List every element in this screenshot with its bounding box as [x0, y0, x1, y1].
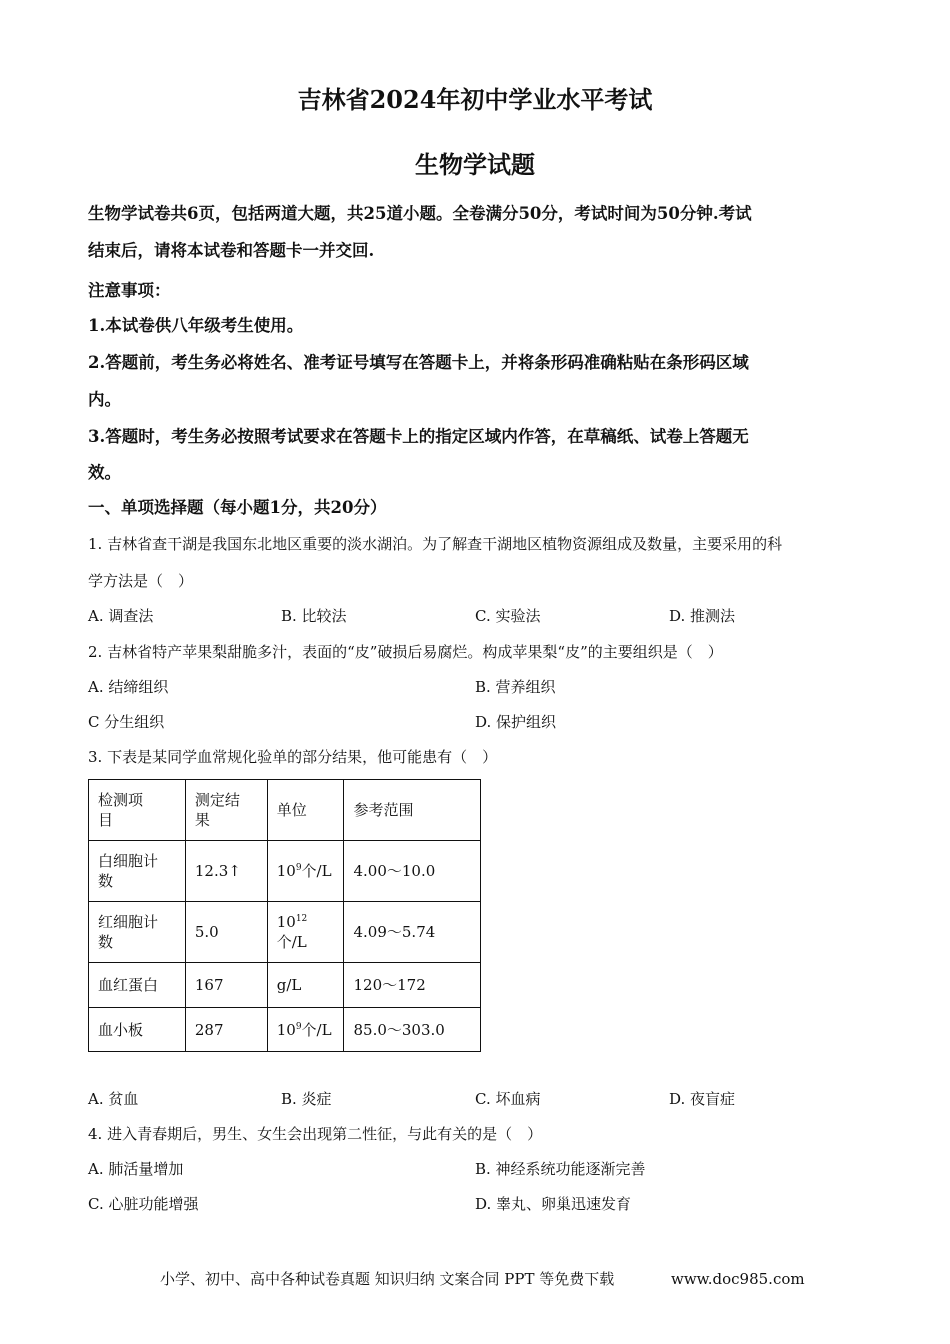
q3-option-a: A. 贫血: [88, 1090, 139, 1108]
cell-unit: $10^9$个/L: [267, 1008, 344, 1052]
exam-subtitle: 生物学试题: [415, 150, 535, 179]
exam-title: 吉林省2024年初中学业水平考试: [297, 85, 653, 114]
cell-result: 167: [185, 963, 267, 1008]
q2-option-a: A. 结缔组织: [88, 678, 169, 696]
cell-range: 85.0～303.0: [344, 1008, 481, 1052]
blood-test-table: [88, 779, 481, 1052]
q4-option-c: C. 心脏功能增强: [88, 1195, 199, 1213]
cell-range: 120～172: [344, 963, 481, 1008]
section-1-heading: 一、单项选择题（每小题1分，共20分）: [88, 498, 387, 517]
header-unit: 单位: [267, 780, 344, 841]
q4-option-a: A. 肺活量增加: [88, 1160, 184, 1178]
cell-unit: $10^{12}$ 个/L: [267, 902, 344, 963]
q1-stem-line-2: 学方法是（ ）: [88, 572, 194, 590]
footer-text: 小学、初中、高中各种试卷真题 知识归纳 文案合同 PPT 等免费下载: [160, 1270, 615, 1288]
intro-line-2: 结束后，请将本试卷和答题卡一并交回.: [88, 241, 375, 260]
q1-option-d: D. 推测法: [669, 607, 736, 625]
q2-option-c: C 分生组织: [88, 713, 165, 731]
table-row: [89, 1008, 481, 1052]
cell-result: 5.0: [185, 902, 267, 963]
header-item: 检测项目: [89, 780, 186, 841]
q3-option-b: B. 炎症: [281, 1090, 332, 1108]
header-result: 测定结果: [185, 780, 267, 841]
note-1: 1.本试卷供八年级考生使用。: [88, 316, 304, 335]
cell-result: 287: [185, 1008, 267, 1052]
q2-option-d: D. 保护组织: [475, 713, 557, 731]
intro-line-1: 生物学试卷共6页，包括两道大题，共25道小题。全卷满分50分，考试时间为50分钟.考试: [88, 204, 752, 223]
q4-option-d: D. 睾丸、卵巢迅速发育: [475, 1195, 632, 1213]
q4-option-b: B. 神经系统功能逐渐完善: [475, 1160, 646, 1178]
cell-range: 4.00～10.0: [344, 841, 481, 902]
cell-item: 血小板: [89, 1008, 186, 1052]
cell-result: 12.3↑: [185, 841, 267, 902]
q3-option-d: D. 夜盲症: [669, 1090, 736, 1108]
q3-option-c: C. 坏血病: [475, 1090, 541, 1108]
q1-stem-line-1: 1. 吉林省查干湖是我国东北地区重要的淡水湖泊。为了解查干湖地区植物资源组成及数量，主要采用的科: [88, 535, 783, 553]
notice-heading: 注意事项：: [88, 281, 171, 300]
note-2-line-2: 内。: [88, 390, 121, 409]
table-row: [89, 841, 481, 902]
table-row: [89, 902, 481, 963]
cell-unit: g/L: [267, 963, 344, 1008]
q2-option-b: B. 营养组织: [475, 678, 556, 696]
cell-item: 白细胞计数: [89, 841, 186, 902]
note-3-line-1: 3.答题时，考生务必按照考试要求在答题卡上的指定区域内作答，在草稿纸、试卷上答题无: [88, 427, 749, 446]
footer-site-link[interactable]: www.doc985.com: [671, 1270, 805, 1288]
cell-item: 红细胞计数: [89, 902, 186, 963]
cell-item: 血红蛋白: [89, 963, 186, 1008]
q1-option-a: A. 调查法: [88, 607, 154, 625]
q1-option-c: C. 实验法: [475, 607, 541, 625]
q3-stem: 3. 下表是某同学血常规化验单的部分结果，他可能患有（ ）: [88, 748, 498, 766]
table-header-row: [89, 780, 481, 841]
q4-stem: 4. 进入青春期后，男生、女生会出现第二性征，与此有关的是（ ）: [88, 1125, 543, 1143]
cell-unit: $10^9$个/L: [267, 841, 344, 902]
note-3-line-2: 效。: [88, 463, 121, 482]
note-2-line-1: 2.答题前，考生务必将姓名、准考证号填写在答题卡上，并将条形码准确粘贴在条形码区域: [88, 353, 749, 372]
q1-option-b: B. 比较法: [281, 607, 347, 625]
q2-stem: 2. 吉林省特产苹果梨甜脆多汁，表面的“皮”破损后易腐烂。构成苹果梨“皮”的主要组织是（ ）: [88, 643, 723, 661]
cell-range: 4.09～5.74: [344, 902, 481, 963]
table-row: [89, 963, 481, 1008]
header-range: 参考范围: [344, 780, 481, 841]
